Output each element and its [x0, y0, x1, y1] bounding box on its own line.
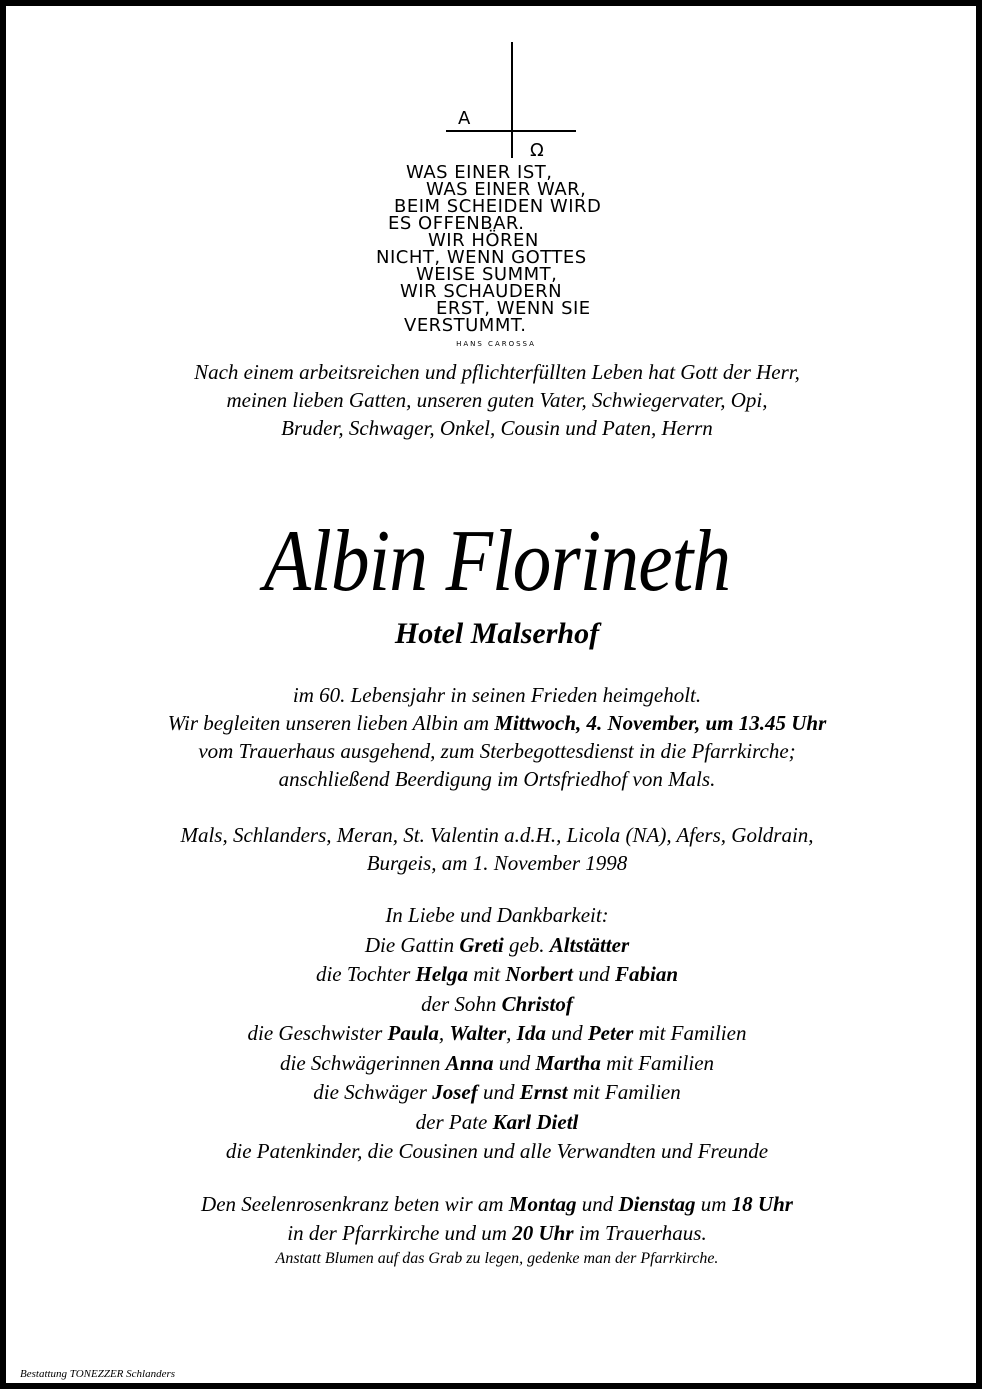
family-line-brothers-in-law: die Schwäger Josef und Ernst mit Familien [313, 1080, 681, 1104]
poem-author: HANS CAROSSA [456, 340, 536, 348]
poem-line: WIR HÖREN [428, 230, 539, 251]
poem-line: WAS EINER WAR, [426, 179, 587, 200]
funeral-details [6, 681, 982, 793]
funeral-text: Wir begleiten unseren lieben Albin am [167, 711, 495, 735]
deceased-name: Albin Florineth [263, 513, 731, 610]
funeral-line [6, 709, 982, 737]
family-line-son: der Sohn Christof [421, 991, 573, 1016]
funeral-date-time: Mittwoch, 4. November, um 13.45 Uhr [494, 711, 827, 735]
intro-line: Nach einem arbeitsreichen und pflichterfüllten Leben hat Gott der Herr, [194, 360, 800, 384]
funeral-line: im 60. Lebensjahr in seinen Frieden heimgeholt. [292, 683, 702, 707]
poem-line: WIR SCHAUDERN [400, 281, 563, 302]
family-line-daughter: die Tochter Helga mit Norbert und Fabian [315, 962, 679, 986]
intro-line: Bruder, Schwager, Onkel, Cousin und Paten, Herrn [281, 416, 713, 440]
family-line-godfather: der Pate Karl Dietl [415, 1109, 579, 1134]
cross-emblem [446, 42, 576, 162]
rosary-line: in der Pfarrkirche und um 20 Uhr im Trauerhaus. [287, 1221, 707, 1245]
poem-block [366, 164, 626, 348]
poem-line: WAS EINER IST, [406, 162, 553, 183]
funeral-home-credit: Bestattung TONEZZER Schlanders [20, 1368, 176, 1380]
places-and-date [6, 821, 982, 877]
poem-line: WEISE SUMMT, [416, 264, 558, 285]
alpha-glyph: A [458, 108, 471, 129]
places-line: Burgeis, am 1. November 1998 [366, 851, 628, 875]
family-list [6, 901, 982, 1167]
omega-glyph: Ω [530, 140, 544, 161]
funeral-line: vom Trauerhaus ausgehend, zum Sterbegottesdienst in die Pfarrkirche; [198, 739, 796, 763]
rosary-line: Den Seelenrosenkranz beten wir am Montag und Dienstag um 18 Uhr [201, 1192, 793, 1216]
poem-line: ERST, WENN SIE [436, 298, 591, 319]
funeral-line: anschließend Beerdigung im Ortsfriedhof von Mals. [278, 767, 716, 791]
flowers-note: Anstatt Blumen auf das Grab zu legen, gedenke man der Pfarrkirche. [275, 1250, 719, 1267]
places-line: Mals, Schlanders, Meran, St. Valentin a.d.H., Licola (NA), Afers, Goldrain, [180, 823, 814, 847]
poem-line: ES OFFENBAR. [388, 213, 525, 234]
family-line-sisters-in-law: die Schwägerinnen Anna und Martha mit Familien [279, 1050, 715, 1075]
cross-vertical-bar [511, 42, 513, 158]
poem-line: BEIM SCHEIDEN WIRD [394, 196, 602, 217]
family-heading: In Liebe und Dankbarkeit: [385, 903, 609, 927]
family-line-siblings: die Geschwister Paula, Walter, Ida und Peter mit Familien [247, 1021, 747, 1045]
poem-line: VERSTUMMT. [404, 315, 527, 336]
cross-horizontal-bar [446, 130, 576, 132]
intro-line: meinen lieben Gatten, unseren guten Vater, Schwiegervater, Opi, [226, 388, 768, 412]
family-line-wife: Die Gattin Greti geb. Altstätter [364, 932, 630, 957]
family-line-others: die Patenkinder, die Cousinen und alle Verwandten und Freunde [225, 1139, 769, 1163]
rosary-details [6, 1190, 982, 1270]
poem-line: NICHT, WENN GOTTES [376, 247, 587, 268]
deceased-subtitle: Hotel Malserhof [394, 617, 600, 650]
intro-text [6, 358, 982, 442]
